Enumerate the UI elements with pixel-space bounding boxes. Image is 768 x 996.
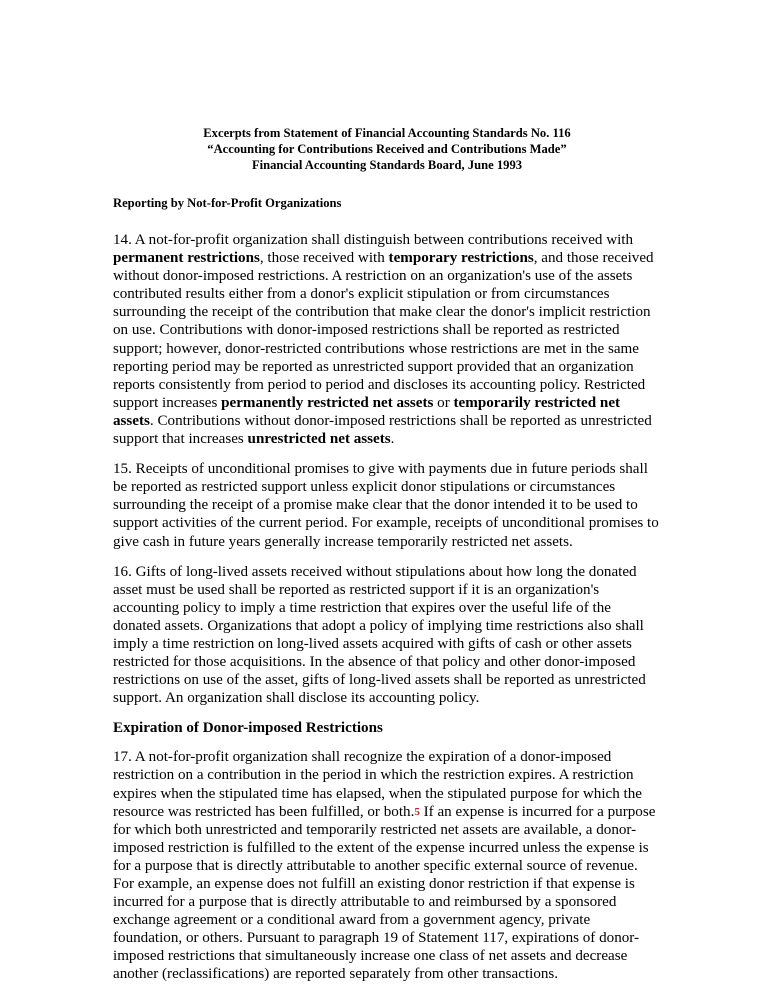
section-heading-reporting: Reporting by Not-for-Profit Organizations bbox=[113, 196, 342, 210]
paragraph-text: or bbox=[433, 394, 454, 411]
paragraph-text: , those received with bbox=[259, 250, 389, 267]
bold-term: temporarily restricted net assets bbox=[113, 394, 621, 429]
document-header bbox=[113, 125, 661, 173]
paragraph-text: If an expense is incurred for a purpose for which both unrestricted and temporarily restricted net assets are available, a donor-imposed restriction is fulfilled to the extent of the expense incurred unless the expense is for a purpose that is directly attributable to another specific external source of revenue. For example, an expense does not fulfill an existing donor restriction if that expense is incurred for a purpose that is directly attributable to and reimbursed by a sponsored exchange agreement or a conditional award from a government agency, private foundation, or others. Pursuant to paragraph 19 of Statement 117, expirations of donor-imposed restrictions that simultaneously increase one class of net assets and decrease another (reclassifications) are reported separately from other transactions. bbox=[113, 803, 656, 983]
header-subtitle-line: “Accounting for Contributions Received and Contributions Made” bbox=[207, 142, 567, 156]
header-title-line: Excerpts from Statement of Financial Accounting Standards No. 116 bbox=[203, 126, 571, 140]
paragraph-16: 16. Gifts of long-lived assets received without stipulations about how long the donated asset must be used shall be reported as restricted support if it is an organization's accounting policy to imply a time restriction that expires over the useful life of the donated assets. Organizations that adopt a policy of implying time restrictions also shall imply a time restriction on long-lived assets acquired with gifts of cash or other assets restricted for those acquisitions. In the absence of that policy and other donor-imposed restrictions on use of the asset, gifts of long-lived assets shall be reported as unrestricted support. An organization shall disclose its accounting policy. bbox=[113, 563, 646, 707]
paragraph-text: 14. A not-for-profit organization shall distinguish between contributions received with bbox=[113, 232, 634, 248]
paragraph-14 bbox=[113, 231, 661, 448]
footnote-reference-link[interactable]: 5 bbox=[414, 805, 420, 818]
paragraph-text: 17. A not-for-profit organization shall recognize the expiration of a donor-imposed restriction on a contribution in the period in which the restriction expires. A restriction expires when the stipulated time has elapsed, when the stipulated purpose for which the resource was restricted has been fulfilled, or both. bbox=[113, 749, 642, 820]
paragraph-text: . bbox=[390, 431, 395, 448]
section-heading-expiration: Expiration of Donor-imposed Restrictions bbox=[113, 720, 383, 737]
bold-term: temporary restrictions bbox=[388, 250, 534, 267]
paragraph-15: 15. Receipts of unconditional promises to give with payments due in future periods shall be reported as restricted support unless explicit donor stipulations or circumstances surrounding the receipt of a promise make clear that the donor intended it to be used to support activities of the current period. For example, receipts of unconditional promises to give cash in future years generally increase temporarily restricted net assets. bbox=[113, 461, 659, 550]
bold-term: permanently restricted net assets bbox=[221, 394, 434, 411]
paragraph-17 bbox=[113, 748, 661, 983]
paragraph-text: . Contributions without donor-imposed restrictions shall be reported as unrestricted support that increases bbox=[113, 412, 652, 448]
paragraph-text: , and those received without donor-imposed restrictions. A restriction on an organization's use of the assets contributed results either from a donor's explicit stipulation or from circumstances surrounding the receipt of the contribution that make clear the donor's implicit restriction on use. Contributions with donor-imposed restrictions shall be reported as restricted support; however, donor-restricted contributions whose restrictions are met in the same reporting period may be reported as unrestricted support provided that an organization reports consistently from period to period and discloses its accounting policy. Restricted support increases bbox=[113, 250, 654, 411]
bold-term: unrestricted net assets bbox=[247, 431, 391, 448]
header-publisher-line: Financial Accounting Standards Board, June 1993 bbox=[251, 158, 523, 172]
bold-term: permanent restrictions bbox=[113, 250, 260, 267]
document-page bbox=[113, 125, 661, 996]
